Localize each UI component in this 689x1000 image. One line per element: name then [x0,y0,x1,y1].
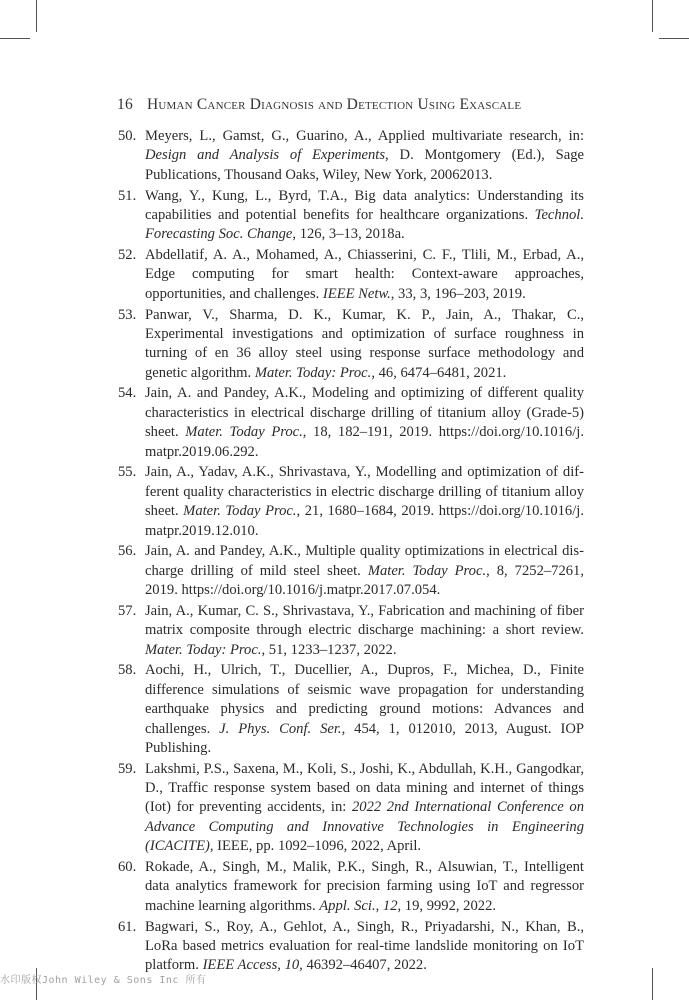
reference-italic-text: Mater. Today Proc. [183,503,297,520]
reference-text: Jain, A. and Pandey, A.K., Modeling and optimizing of different quality characteristics in electrical discharge drilling of titanium alloy (Grade-5) sheet. [145,385,584,441]
reference-item [118,602,584,660]
reference-number: 57. [118,602,137,619]
reference-text: , 8, 7252–7261, 2019. https://doi.org/10.1016/j.matpr.2017.07.054. [145,562,584,599]
reference-number: 61. [118,918,137,935]
reference-italic-text: Appl. Sci. [319,897,376,914]
reference-text: , IEEE, pp. 1092–1096, 2022, April. [209,838,422,855]
reference-italic-text: IEEE Netw. [322,285,391,302]
reference-number: 59. [118,760,137,777]
reference-item [118,858,584,916]
reference-item [118,918,584,976]
reference-item [118,384,584,462]
reference-text: , 46, 6474–6481, 2021. [371,364,507,381]
running-header [117,96,617,114]
reference-text: Aochi, H., Ulrich, T., Ducellier, A., Dupros, F., Michea, D., Finite difference simulations of seismic wave propagation for understanding earthquake physics and predicting ground motions: Advances and challenges. [145,662,584,737]
reference-italic-text: Technol. Forecasting Soc. Change [145,206,584,243]
reference-item [118,246,584,304]
reference-item [118,187,584,245]
reference-italic-text: Design and Analysis of Experiments [145,147,386,164]
reference-item [118,127,584,185]
reference-text: , 454, 1, 012010, 2013, August. IOP Publishing. [145,720,585,756]
reference-text: , 21, 1680–1684, 2019. https://doi.org/10.1016/j.​matpr.2019.12.010. [145,503,584,539]
reference-number: 53. [118,306,137,323]
reference-number: 56. [118,543,137,560]
reference-text: Panwar, V., Sharma, D. K., Kumar, K. P., Jain, A., Thakar, C., Experimental investigations and optimization of surface roughness in turning of en 36 alloy steel using response surface methodology and genetic algorithm. [145,306,584,381]
reference-item [118,306,584,384]
reference-text: , 126, 3–13, 2018a. [292,226,405,243]
reference-item [118,661,584,758]
reference-italic-text: IEEE Access [202,957,278,974]
reference-text: , 18, 182–191, 2019. https://doi.org/10.1016/j.​matpr.2019.06.292. [145,424,584,460]
reference-number: 58. [118,662,137,679]
reference-text: , [277,957,285,974]
reference-text: Bagwari, S., Roy, A., Gehlot, A., Singh, R., Priyadarshi, N., Khan, B., LoRa based metrics evaluation for real-time landslide monitoring on IoT platform. [145,918,584,974]
reference-number: 54. [118,385,137,402]
crop-mark-top-right [652,0,653,32]
reference-italic-text: Mater. Today: Proc. [145,641,262,658]
crop-mark-bottom-right [652,968,653,1000]
reference-text: Jain, A. and Pandey, A.K., Multiple quality optimizations in electrical discharge drilling of mild steel sheet. [145,543,584,579]
reference-italic-text: Mater. Today Proc. [367,562,487,579]
reference-text: Lakshmi, P.S., Saxena, M., Koli, S., Joshi, K., Abdullah, K.H., Gangodkar, D., Traffic response system based on data mining and internet of things (Iot) for preventing accidents, in: [145,760,584,816]
reference-text: , 33, 3, 196–203, 2019. [390,285,526,302]
reference-text: , 46392–46407, 2022. [299,957,427,974]
reference-text: Jain, A., Kumar, C. S., Shrivastava, Y., Fabrication and machining of fiber matrix composite through electric discharge machining: a short review. [145,602,584,639]
running-title: Human Cancer Diagnosis and Detection Using Exascale [147,96,522,113]
reference-text: , 19, 9992, 2022. [397,897,497,914]
crop-mark-top-right-horizontal [659,38,689,39]
reference-text: Jain, A., Yadav, A.K., Shrivastava, Y., Modelling and optimization of different quality characteristics in electric discharge drilling of titanium alloy sheet. [145,464,584,520]
reference-item [118,463,584,541]
reference-italic-text: Mater. Today: Proc. [254,364,372,381]
reference-text: , [375,897,383,914]
reference-item [118,760,584,857]
reference-italic-text: Mater. Today Proc. [185,424,303,441]
crop-mark-top-left [36,0,37,32]
reference-item [118,542,584,600]
reference-number: 52. [118,247,137,264]
page-number: 16 [117,96,133,113]
watermark: 水印版权John Wiley & Sons Inc 所有 [0,975,207,986]
reference-text: Abdellatif, A. A., Mohamed, A., Chiasserini, C. F., Tlili, M., Erbad, A., Edge computing for smart health: Context-aware approaches, opportunities, and challenges. [145,247,584,302]
reference-number: 50. [118,128,137,144]
reference-text: , D. Montgomery (Ed.), Sage Publications, Thousand Oaks, Wiley, New York, 20062013. [145,147,584,183]
reference-number: 51. [118,187,137,204]
reference-italic-text: 10 [284,957,300,974]
reference-list [118,127,584,977]
reference-text: Meyers, L., Gamst, G., Guarino, A., Applied multivariate research, in: [145,128,584,144]
reference-number: 55. [118,464,137,481]
reference-number: 60. [118,859,137,875]
reference-text: , 51, 1233–1237, 2022. [261,641,397,658]
reference-text: Wang, Y., Kung, L., Byrd, T.A., Big data analytics: Understanding its capabilities and potential benefits for healthcare organizations. [145,187,584,223]
reference-italic-text: 2022 2nd International Conference on Advance Computing and Innovative Technologies in Engineering (ICACITE) [145,799,584,855]
reference-italic-text: J. Phys. Conf. Ser. [219,720,342,737]
reference-italic-text: 12 [382,897,398,914]
crop-mark-top-left-horizontal [0,38,30,39]
reference-text: Rokade, A., Singh, M., Malik, P.K., Singh, R., Alsuwian, T., Intelligent data analytics framework for precision farming using IoT and regressor machine learning algorithms. [145,859,584,914]
